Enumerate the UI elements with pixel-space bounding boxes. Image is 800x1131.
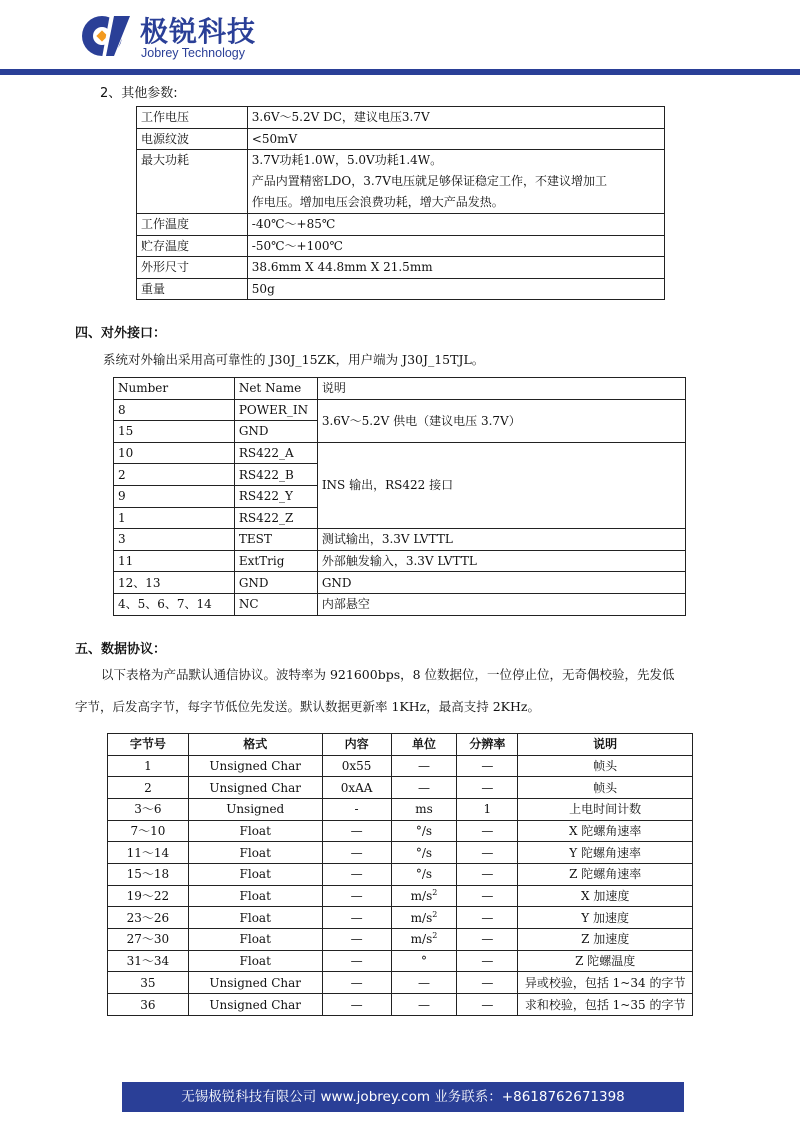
unit: — bbox=[391, 994, 457, 1016]
param-value: <50mV bbox=[247, 128, 664, 150]
byte-number: 35 bbox=[108, 972, 189, 994]
table-row bbox=[114, 529, 686, 551]
interface-table bbox=[113, 377, 686, 616]
content-value: — bbox=[322, 907, 391, 929]
byte-number: 31～34 bbox=[108, 950, 189, 972]
column-header: 格式 bbox=[188, 734, 322, 756]
field-description: X 加速度 bbox=[518, 885, 693, 907]
column-header: Number bbox=[114, 378, 235, 400]
unit-exponent: 2 bbox=[432, 931, 438, 941]
param-name: 工作电压 bbox=[137, 107, 248, 129]
unit bbox=[391, 907, 457, 929]
data-format: Float bbox=[188, 907, 322, 929]
other-params-table bbox=[136, 106, 665, 300]
pin-description: 内部悬空 bbox=[317, 593, 685, 615]
net-name: GND bbox=[234, 572, 317, 594]
company-logo-icon bbox=[80, 12, 132, 60]
net-name: RS422_B bbox=[234, 464, 317, 486]
data-format: Float bbox=[188, 820, 322, 842]
content-value: — bbox=[322, 929, 391, 951]
content-value: — bbox=[322, 864, 391, 886]
net-name: RS422_Z bbox=[234, 507, 317, 529]
unit: ° bbox=[391, 950, 457, 972]
unit bbox=[391, 929, 457, 951]
net-name: RS422_A bbox=[234, 442, 317, 464]
field-description: 帧头 bbox=[518, 777, 693, 799]
footer-bar: 无锡极锐科技有限公司 www.jobrey.com 业务联系：+8618762671398 bbox=[122, 1082, 684, 1112]
unit: °/s bbox=[391, 864, 457, 886]
table-row bbox=[137, 128, 665, 150]
byte-number: 2 bbox=[108, 777, 189, 799]
table-row bbox=[137, 257, 665, 279]
table-row bbox=[108, 994, 693, 1016]
resolution: — bbox=[457, 842, 518, 864]
data-format: Unsigned Char bbox=[188, 755, 322, 777]
table-header-row bbox=[108, 734, 693, 756]
unit-base: m/s bbox=[410, 910, 433, 925]
resolution: — bbox=[457, 755, 518, 777]
net-name: NC bbox=[234, 593, 317, 615]
unit: — bbox=[391, 755, 457, 777]
data-format: Unsigned bbox=[188, 798, 322, 820]
field-description: Y 陀螺角速率 bbox=[518, 842, 693, 864]
unit: °/s bbox=[391, 820, 457, 842]
param-value-line: 作电压。增加电压会浪费功耗，增大产品发热。 bbox=[251, 195, 504, 209]
content-value: — bbox=[322, 994, 391, 1016]
table-row bbox=[137, 107, 665, 129]
data-format: Float bbox=[188, 929, 322, 951]
net-name: POWER_IN bbox=[234, 399, 317, 421]
data-format: Unsigned Char bbox=[188, 972, 322, 994]
content-value: — bbox=[322, 820, 391, 842]
column-header: 分辨率 bbox=[457, 734, 518, 756]
resolution: — bbox=[457, 972, 518, 994]
table-row bbox=[108, 755, 693, 777]
table-row bbox=[114, 572, 686, 594]
pin-number: 4、5、6、7、14 bbox=[114, 593, 235, 615]
table-row bbox=[114, 442, 686, 464]
byte-number: 3～6 bbox=[108, 798, 189, 820]
byte-number: 36 bbox=[108, 994, 189, 1016]
param-name: 贮存温度 bbox=[137, 235, 248, 257]
net-name: RS422_Y bbox=[234, 485, 317, 507]
field-description: 异或校验，包括 1~34 的字节 bbox=[518, 972, 693, 994]
other-params-title: 2、其他参数: bbox=[100, 86, 178, 101]
brand-name-cn: 极锐科技 bbox=[140, 15, 257, 48]
field-description: Z 陀螺温度 bbox=[518, 950, 693, 972]
unit bbox=[391, 885, 457, 907]
pin-number: 3 bbox=[114, 529, 235, 551]
table-row bbox=[114, 550, 686, 572]
data-format: Unsigned Char bbox=[188, 994, 322, 1016]
pin-number: 11 bbox=[114, 550, 235, 572]
protocol-paragraph-line: 字节，后发高字节，每字节低位先发送。默认数据更新率 1KHz，最高支持 2KHz。 bbox=[75, 699, 541, 714]
resolution: — bbox=[457, 820, 518, 842]
field-description: Y 加速度 bbox=[518, 907, 693, 929]
param-value-multiline bbox=[247, 150, 664, 214]
resolution: — bbox=[457, 864, 518, 886]
pin-description: GND bbox=[317, 572, 685, 594]
column-header: Net Name bbox=[234, 378, 317, 400]
content-value: - bbox=[322, 798, 391, 820]
param-name: 最大功耗 bbox=[137, 150, 248, 214]
field-description: 上电时间计数 bbox=[518, 798, 693, 820]
unit: ms bbox=[391, 798, 457, 820]
param-value: 3.6V～5.2V DC，建议电压3.7V bbox=[247, 107, 664, 129]
unit: °/s bbox=[391, 842, 457, 864]
brand-name-en: Jobrey Technology bbox=[141, 46, 246, 60]
byte-number: 27～30 bbox=[108, 929, 189, 951]
resolution: — bbox=[457, 777, 518, 799]
interface-title: 四、对外接口： bbox=[75, 326, 167, 341]
protocol-table bbox=[107, 733, 693, 1016]
table-row bbox=[108, 820, 693, 842]
unit-exponent: 2 bbox=[432, 909, 438, 919]
resolution: — bbox=[457, 950, 518, 972]
resolution: — bbox=[457, 885, 518, 907]
param-value: 38.6mm X 44.8mm X 21.5mm bbox=[247, 257, 664, 279]
unit: — bbox=[391, 972, 457, 994]
data-format: Float bbox=[188, 864, 322, 886]
content-value: 0x55 bbox=[322, 755, 391, 777]
column-header: 字节号 bbox=[108, 734, 189, 756]
interface-intro: 系统对外输出采用高可靠性的 J30J_15ZK，用户端为 J30J_15TJL。 bbox=[103, 352, 485, 367]
pin-number: 1 bbox=[114, 507, 235, 529]
content-value: 0xAA bbox=[322, 777, 391, 799]
unit-base: m/s bbox=[410, 932, 433, 947]
net-name: ExtTrig bbox=[234, 550, 317, 572]
resolution: — bbox=[457, 907, 518, 929]
table-row bbox=[108, 842, 693, 864]
resolution: — bbox=[457, 994, 518, 1016]
table-row bbox=[114, 399, 686, 421]
table-row bbox=[108, 907, 693, 929]
data-format: Float bbox=[188, 950, 322, 972]
param-name: 工作温度 bbox=[137, 214, 248, 236]
pin-number: 8 bbox=[114, 399, 235, 421]
table-row bbox=[108, 972, 693, 994]
unit: — bbox=[391, 777, 457, 799]
net-name: GND bbox=[234, 421, 317, 443]
unit-base: m/s bbox=[410, 889, 433, 904]
pin-description: 外部触发输入，3.3V LVTTL bbox=[317, 550, 685, 572]
data-format: Float bbox=[188, 885, 322, 907]
table-row bbox=[108, 798, 693, 820]
protocol-paragraph-line: 以下表格为产品默认通信协议。波特率为 921600bps，8 位数据位，一位停止位，无奇偶校验，先发低 bbox=[101, 667, 675, 682]
param-name: 外形尺寸 bbox=[137, 257, 248, 279]
header-divider bbox=[0, 69, 800, 75]
param-value: -40℃～+85℃ bbox=[247, 214, 664, 236]
param-name: 电源纹波 bbox=[137, 128, 248, 150]
pin-number: 2 bbox=[114, 464, 235, 486]
table-row bbox=[137, 278, 665, 300]
param-value-line: 3.7V功耗1.0W，5.0V功耗1.4W。 bbox=[251, 153, 443, 167]
field-description: 帧头 bbox=[518, 755, 693, 777]
param-value: -50℃～+100℃ bbox=[247, 235, 664, 257]
table-row bbox=[108, 950, 693, 972]
unit-exponent: 2 bbox=[432, 888, 438, 898]
pin-description: 3.6V～5.2V 供电（建议电压 3.7V） bbox=[317, 399, 685, 442]
table-row bbox=[137, 214, 665, 236]
pin-description: 测试输出，3.3V LVTTL bbox=[317, 529, 685, 551]
field-description: Z 陀螺角速率 bbox=[518, 864, 693, 886]
table-row bbox=[108, 929, 693, 951]
column-header: 说明 bbox=[518, 734, 693, 756]
byte-number: 7～10 bbox=[108, 820, 189, 842]
resolution: 1 bbox=[457, 798, 518, 820]
table-row bbox=[108, 864, 693, 886]
byte-number: 15～18 bbox=[108, 864, 189, 886]
content-value: — bbox=[322, 842, 391, 864]
table-header-row bbox=[114, 378, 686, 400]
param-value: 50g bbox=[247, 278, 664, 300]
pin-number: 9 bbox=[114, 485, 235, 507]
field-description: Z 加速度 bbox=[518, 929, 693, 951]
byte-number: 1 bbox=[108, 755, 189, 777]
field-description: X 陀螺角速率 bbox=[518, 820, 693, 842]
content-value: — bbox=[322, 950, 391, 972]
column-header: 说明 bbox=[317, 378, 685, 400]
content-value: — bbox=[322, 972, 391, 994]
byte-number: 19～22 bbox=[108, 885, 189, 907]
table-row bbox=[108, 885, 693, 907]
pin-number: 12、13 bbox=[114, 572, 235, 594]
table-row bbox=[114, 593, 686, 615]
table-row bbox=[137, 150, 665, 214]
byte-number: 23～26 bbox=[108, 907, 189, 929]
param-value-line: 产品内置精密LDO，3.7V电压就足够保证稳定工作，不建议增加工 bbox=[251, 174, 607, 188]
protocol-title: 五、数据协议： bbox=[75, 642, 167, 657]
data-format: Unsigned Char bbox=[188, 777, 322, 799]
pin-number: 15 bbox=[114, 421, 235, 443]
pin-description: INS 输出，RS422 接口 bbox=[317, 442, 685, 528]
column-header: 内容 bbox=[322, 734, 391, 756]
param-name: 重量 bbox=[137, 278, 248, 300]
table-row bbox=[137, 235, 665, 257]
byte-number: 11～14 bbox=[108, 842, 189, 864]
data-format: Float bbox=[188, 842, 322, 864]
resolution: — bbox=[457, 929, 518, 951]
pin-number: 10 bbox=[114, 442, 235, 464]
net-name: TEST bbox=[234, 529, 317, 551]
table-row bbox=[108, 777, 693, 799]
content-value: — bbox=[322, 885, 391, 907]
column-header: 单位 bbox=[391, 734, 457, 756]
field-description: 求和校验，包括 1~35 的字节 bbox=[518, 994, 693, 1016]
